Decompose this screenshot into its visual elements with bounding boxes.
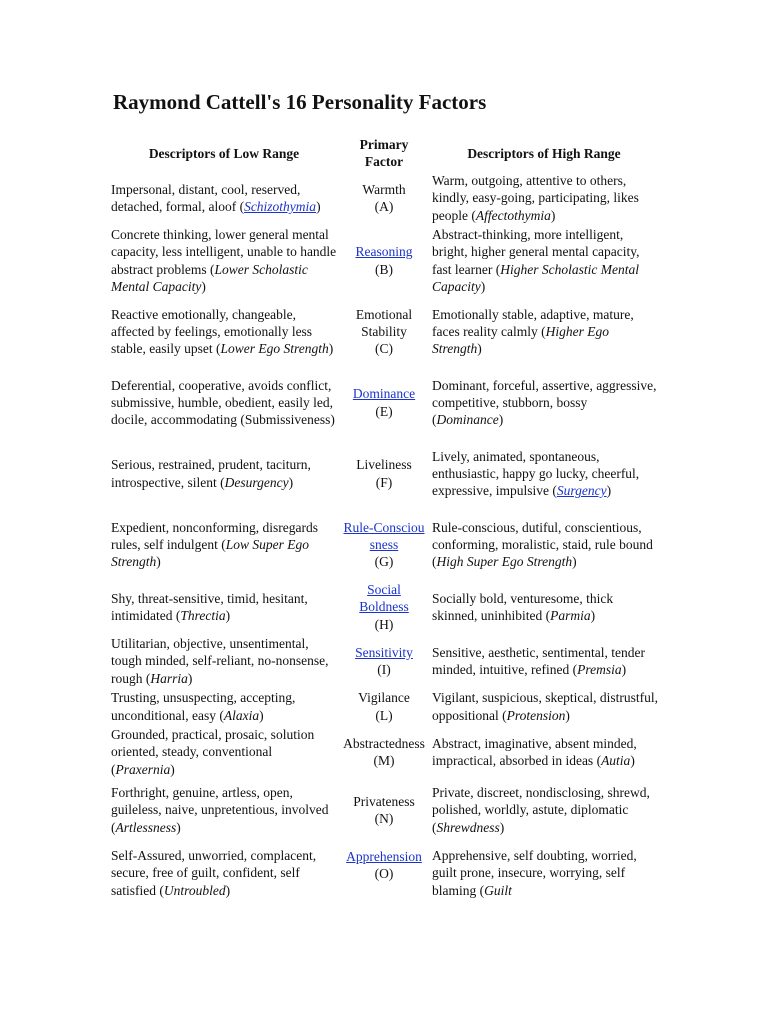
high-desc: Emotionally stable, adaptive, mature, faces reality calmly ( (432, 306, 634, 339)
table-row (0, 779, 768, 841)
high-desc: Vigilant, suspicious, skeptical, distrustful, oppositional ( (432, 690, 659, 723)
low-term: Praxernia (115, 761, 171, 777)
low-close: ) (156, 554, 161, 570)
low-term: Untroubled (163, 882, 226, 898)
low-close: ) (288, 474, 294, 490)
factor-name: Emotional Stability (355, 306, 413, 339)
low-close: ) (328, 341, 334, 357)
low-range-cell (111, 438, 337, 509)
low-close: ) (201, 278, 206, 294)
low-close: ) (170, 761, 175, 777)
low-range-cell (111, 225, 337, 296)
low-desc: Expedient, nonconforming, disregards rules, self indulgent ( (111, 519, 318, 552)
high-term: Parmia (550, 608, 591, 623)
low-close: ) (316, 199, 321, 214)
high-close: ) (590, 608, 596, 623)
low-term: Threctia (180, 608, 226, 623)
high-range-cell (432, 580, 660, 634)
factor-cell (338, 509, 430, 580)
low-term-link[interactable]: Schizothymia (244, 199, 317, 214)
high-desc: Rule-conscious, dutiful, conscientious, conforming, moralistic, staid, rule bound ( (432, 519, 653, 570)
table-row (0, 438, 768, 509)
table-row (0, 688, 768, 725)
low-desc: Serious, restrained, prudent, taciturn, introspective, silent ( (111, 457, 311, 490)
factor-cell (338, 367, 430, 438)
table-row (0, 225, 768, 296)
factor-cell (338, 846, 430, 902)
high-range-cell (432, 225, 660, 296)
header-primary-factor (340, 136, 428, 170)
high-range-cell (432, 367, 660, 438)
low-close: ) (176, 819, 181, 835)
page-title: Raymond Cattell's 16 Personality Factors (113, 90, 487, 114)
low-range-cell (111, 367, 337, 438)
factor-letter: (F) (375, 474, 393, 490)
header-high-range: Descriptors of High Range (467, 146, 621, 161)
low-desc: Forthright, genuine, artless, open, guileless, naive, unpretentious, involved ( (111, 785, 329, 835)
high-range-cell (432, 634, 660, 688)
low-term: Alaxia (223, 707, 260, 723)
high-range-cell (432, 438, 660, 509)
table-row (0, 846, 768, 900)
high-range-cell (432, 725, 660, 779)
header-primary-line1: Primary (359, 137, 409, 152)
factor-letter: (A) (374, 199, 394, 214)
low-desc: Shy, threat-sensitive, timid, hesitant, intimidated ( (111, 590, 308, 623)
low-term: Low Super Ego Strength (111, 536, 309, 570)
header-low-range: Descriptors of Low Range (148, 146, 300, 161)
high-range-cell (432, 171, 660, 225)
factor-link-sensitivity[interactable]: Sensitivity (355, 644, 413, 660)
high-term: Higher Ego Strength (432, 323, 609, 357)
high-close: ) (606, 483, 612, 499)
high-range-cell (432, 296, 660, 367)
low-range-cell (111, 846, 337, 900)
high-range-cell (432, 688, 660, 725)
low-desc: Grounded, practical, prosaic, solution oriented, steady, conventional ( (111, 727, 315, 777)
factor-letter: (N) (374, 811, 394, 826)
high-desc: Lively, animated, spontaneous, enthusiastic, happy go lucky, cheerful, expressive, impulsive ( (432, 448, 640, 499)
low-desc: Self-Assured, unworried, complacent, secure, free of guilt, confident, self satisfied ( (111, 848, 317, 898)
low-desc: Concrete thinking, lower general mental capacity, less intelligent, unable to handle abstract problems ( (111, 226, 337, 277)
factor-cell (338, 725, 430, 779)
high-desc: Dominant, forceful, assertive, aggressive, competitive, stubborn, bossy ( (432, 377, 657, 428)
high-range-cell (432, 846, 660, 900)
factor-cell (338, 171, 430, 225)
high-desc: Abstract, imaginative, absent minded, impractical, absorbed in ideas ( (432, 735, 637, 768)
factor-cell (338, 688, 430, 725)
factor-cell (338, 779, 430, 841)
header-primary-line2: Factor (364, 154, 404, 169)
high-close: ) (498, 412, 504, 428)
low-close: ) (225, 882, 231, 898)
low-range-cell (111, 688, 337, 725)
factor-cell (338, 634, 430, 688)
high-range-cell (432, 779, 660, 841)
low-close: ) (259, 707, 264, 723)
high-term: Affectothymia (475, 207, 551, 223)
low-range-cell (111, 171, 337, 225)
high-desc: Private, discreet, nondisclosing, shrewd, polished, worldly, astute, diplomatic ( (432, 785, 650, 835)
high-close: ) (572, 554, 577, 570)
high-term: Shrewdness (436, 819, 500, 835)
high-term: High Super Ego Strength (436, 554, 573, 570)
factor-letter: (G) (374, 554, 394, 570)
factor-cell (338, 296, 430, 367)
factor-cell (338, 438, 430, 509)
table-row (0, 634, 768, 688)
low-desc: Deferential, cooperative, avoids conflict, submissive, humble, obedient, easily led, docile, accommodating (Submissiveness) (111, 377, 335, 428)
low-range-cell (111, 725, 337, 779)
high-close: ) (480, 278, 486, 294)
high-close: ) (477, 341, 482, 357)
high-close: ) (550, 207, 556, 223)
factor-letter: (B) (375, 261, 393, 277)
factor-letter: (L) (375, 707, 393, 723)
factor-link-dominance[interactable]: Dominance (352, 386, 416, 402)
high-term: Premsia (577, 662, 622, 677)
factor-link-reasoning[interactable]: Reasoning (355, 244, 413, 260)
low-range-cell (111, 779, 337, 841)
high-close: ) (630, 753, 635, 768)
low-term: Harria (150, 670, 188, 686)
high-desc: Sensitive, aesthetic, sentimental, tender minded, intuitive, refined ( (432, 644, 645, 677)
low-range-cell (111, 296, 337, 367)
low-range-cell (111, 509, 337, 580)
low-desc: Reactive emotionally, changeable, affected by feelings, emotionally less stable, easily upset ( (111, 306, 313, 357)
high-term: Dominance (436, 412, 499, 428)
table-row (0, 367, 768, 438)
high-range-cell (432, 509, 660, 580)
table-row (0, 171, 768, 225)
factor-name: Warmth (362, 181, 406, 197)
low-close: ) (225, 608, 231, 623)
factor-cell (338, 225, 430, 296)
factor-name: Liveliness (356, 457, 412, 473)
factor-link-apprehension[interactable]: Apprehension (346, 849, 422, 864)
factor-cell (338, 580, 430, 634)
factor-letter: (H) (374, 616, 394, 632)
high-close: ) (499, 819, 505, 835)
factor-letter: (M) (373, 753, 395, 768)
low-close: ) (187, 670, 193, 686)
factor-link-rule-consciousness[interactable]: Rule-Consciousness (343, 519, 425, 552)
factor-name: Vigilance (358, 690, 410, 706)
factor-letter: (C) (375, 341, 393, 357)
high-term: Autia (601, 753, 631, 768)
factor-letter: (E) (375, 403, 393, 419)
factor-name: Privateness (353, 793, 415, 809)
factor-letter: (I) (377, 662, 391, 677)
factor-letter: (O) (374, 866, 394, 882)
table-row (0, 580, 768, 634)
table-row (0, 296, 768, 367)
factor-link-social-boldness[interactable]: Social Boldness (359, 582, 409, 615)
high-close: ) (565, 707, 570, 723)
low-term: Artlessness (115, 819, 177, 835)
high-term-link[interactable]: Surgency (556, 483, 607, 499)
low-desc: Trusting, unsuspecting, accepting, unconditional, easy ( (111, 690, 296, 723)
high-term: Guilt (484, 882, 512, 898)
high-desc: Warm, outgoing, attentive to others, kindly, easy-going, participating, likes people ( (432, 173, 639, 223)
low-range-cell (111, 580, 337, 634)
low-term: Lower Ego Strength (220, 341, 329, 357)
table-row (0, 509, 768, 580)
high-close: ) (621, 662, 627, 677)
high-term: Protension (506, 707, 566, 723)
low-range-cell (111, 634, 337, 688)
factor-name: Abstractedness (343, 735, 425, 751)
low-desc: Impersonal, distant, cool, reserved, detached, formal, aloof ( (111, 181, 301, 214)
table-row (0, 725, 768, 779)
high-desc: Abstract-thinking, more intelligent, bright, higher general mental capacity, fast learner ( (432, 226, 640, 277)
high-desc: Apprehensive, self doubting, worried, guilt prone, insecure, worrying, self blaming ( (432, 848, 637, 898)
high-term: Higher Scholastic Mental Capacity (432, 261, 639, 294)
low-term: Desurgency (224, 474, 289, 490)
low-term: Lower Scholastic Mental Capacity (111, 261, 308, 294)
low-desc: Utilitarian, objective, unsentimental, tough minded, self-reliant, no-nonsense, rough ( (111, 636, 329, 686)
high-desc: Socially bold, venturesome, thick skinned, uninhibited ( (432, 590, 614, 623)
